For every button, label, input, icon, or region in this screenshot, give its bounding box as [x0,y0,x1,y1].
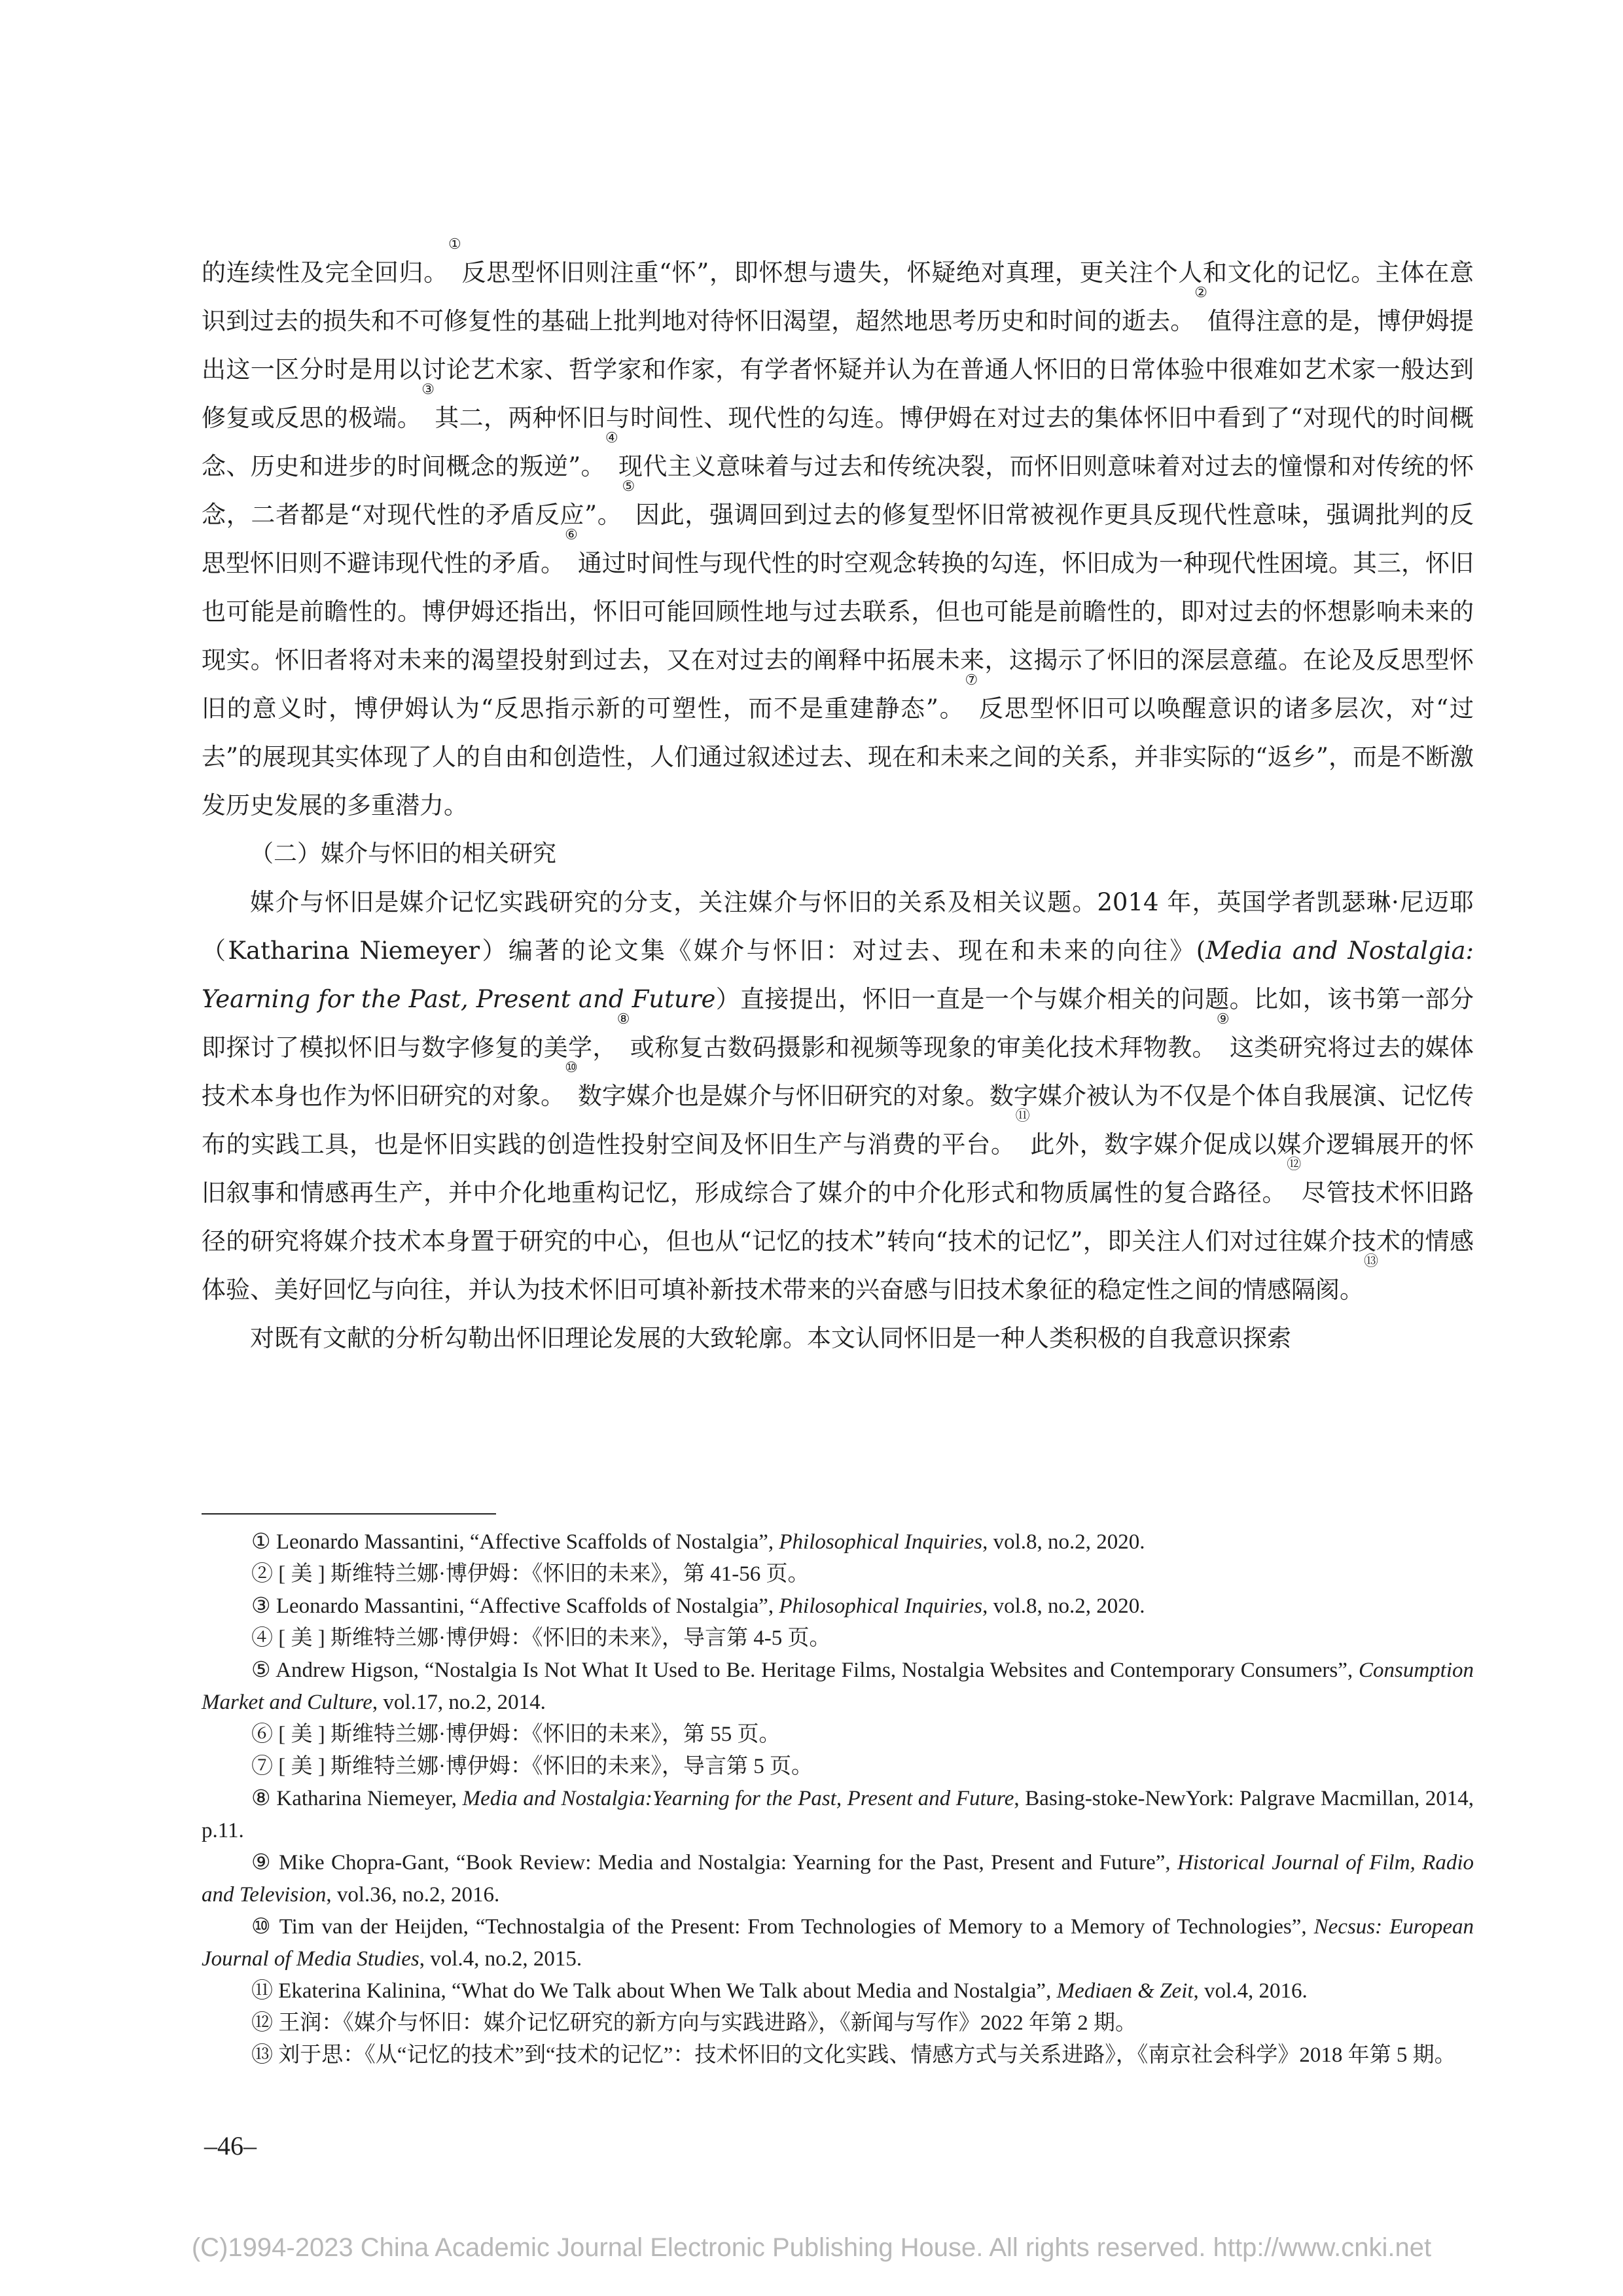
footnote-12: ⑫ 王润：《媒介与怀旧：媒介记忆研究的新方向与实践进路》，《新闻与写作》2022 年第 2 期。 [251,2011,1137,2035]
footnotes [202,1526,1474,2072]
footnote-6: ⑥ [ 美 ] 斯维特兰娜·博伊姆：《怀旧的未来》，第 55 页。 [251,1723,781,1746]
footnote-5: ⑤ Andrew Higson, “Nostalgia Is Not What It Used to Be. Heritage Films, Nostalgia Websites and Contemporary Consumers”, Consumption Market and Culture, vol.17, no.2, 2014. [202,1659,1474,1714]
footnote-8: ⑧ Katharina Niemeyer, Media and Nostalgia:Yearning for the Past, Present and Future, Basing-stoke-NewYork: Palgrave Macmillan, 2014, p.11. [202,1787,1474,1842]
paragraph-3: 对既有文献的分析勾勒出怀旧理论发展的大致轮廓。本文认同怀旧是一种人类积极的自我意识探索 [250,1324,1291,1352]
footnote-10: ⑩ Tim van der Heijden, “Technostalgia of the Present: From Technologies of Memory to a Memory of Technologies”, Necsus: European Journal of Media Studies, vol.4, no.2, 2015. [202,1915,1474,1971]
footnote-11: ⑪ Ekaterina Kalinina, “What do We Talk about When We Talk about Media and Nostalgia”, Mediaen & Zeit, vol.4, 2016. [251,1979,1308,2003]
footnote-2: ② [ 美 ] 斯维特兰娜·博伊姆：《怀旧的未来》，第 41-56 页。 [251,1562,810,1586]
italic-title: Philosophical Inquiries [779,1594,983,1618]
footnote-13: ⑬ 刘于思：《从“记忆的技术”到“技术的记忆”：技术怀旧的文化实践、情感方式与关系进路》，《南京社会科学》2018 年第 5 期。 [251,2043,1456,2067]
footnote-ref: ⑤ [622,478,635,495]
footnote-ref: ⑪ [1015,1108,1031,1124]
italic-title: Philosophical Inquiries [779,1530,983,1554]
footnote-ref: ⑩ [565,1060,578,1076]
footnote-1: ① Leonardo Massantini, “Affective Scaffolds of Nostalgia”, Philosophical Inquiries, vol.8, no.2, 2020. [251,1530,1145,1554]
footnote-ref: ⑧ [616,1011,630,1028]
footnote-4: ④ [ 美 ] 斯维特兰娜·博伊姆：《怀旧的未来》，导言第 4-5 页。 [251,1626,831,1650]
footnote-separator [202,1513,496,1515]
main-text [202,236,1474,1363]
footnote-ref: ⑬ [1364,1253,1379,1270]
footnote-9: ⑨ Mike Chopra-Gant, “Book Review: Media and Nostalgia: Yearning for the Past, Present and Future”, Historical Journal of Film, Radio and Television, vol.36, no.2, 2016. [202,1851,1474,1907]
italic-title: Necsus: European Journal of Media Studies [202,1915,1474,1971]
italic-title: Media and Nostalgia:Yearning for the Past, Present and Future [462,1787,1014,1810]
footnote-ref: ⑫ [1287,1157,1302,1173]
page-number: –46– [204,2131,257,2161]
footnote-ref: ⑦ [965,672,979,689]
paragraph-1: 的连续性及完全回归。①反思型怀旧则注重“怀”，即怀想与遗失，怀疑绝对真理，更关注个人和文化的记忆。主体在意识到过去的损失和不可修复性的基础上批判地对待怀旧渴望，超然地思考历史和时间的逝去。②值得注意的是，博伊姆提出这一区分时是用以讨论艺术家、哲学家和作家，有学者怀疑并认为在普通人怀旧的日常体验中很难如艺术家一般达到修复或反思的极端。③其二，两种怀旧与时间性、现代性的勾连。博伊姆在对过去的集体怀旧中看到了“对现代的时间概念、历史和进步的时间概念的叛逆”。④现代主义意味着与过去和传统决裂，而怀旧则意味着对过去的憧憬和对传统的怀念，二者都是“对现代性的矛盾反应”。⑤因此，强调回到过去的修复型怀旧常被视作更具反现代性意味，强调批判的反思型怀旧则不避讳现代性的矛盾。⑥通过时间性与现代性的时空观念转换的勾连，怀旧成为一种现代性困境。其三，怀旧也可能是前瞻性的。博伊姆还指出，怀旧可能回顾性地与过去联系，但也可能是前瞻性的，即对过去的怀想影响未来的现实。怀旧者将对未来的渴望投射到过去，又在对过去的阐释中拓展未来，这揭示了怀旧的深层意蕴。在论及反思型怀旧的意义时，博伊姆认为“反思指示新的可塑性，而不是重建静态”。⑦反思型怀旧可以唤醒意识的诸多层次，对“过去”的展现其实体现了人的自由和创造性，人们通过叙述过去、现在和未来之间的关系，并非实际的“返乡”，而是不断激发历史发展的多重潜力。 [202,236,1474,819]
footnote-3: ③ Leonardo Massantini, “Affective Scaffolds of Nostalgia”, Philosophical Inquiries, vol.8, no.2, 2020. [251,1594,1145,1618]
copyright-watermark: (C)1994-2023 China Academic Journal Electronic Publishing House. All rights reserved. http://www.cnki.net [191,2233,1432,2262]
section-heading: （二）媒介与怀旧的相关研究 [250,840,557,867]
italic-title: Media and Nostalgia: Yearning for the Past, Present and Future [202,937,1474,1013]
footnote-ref: ④ [605,430,618,446]
paragraph-2: 媒介与怀旧是媒介记忆实践研究的分支，关注媒介与怀旧的关系及相关议题。2014 年，英国学者凯瑟琳·尼迈耶（Katharina Niemeyer）编著的论文集《媒介与怀旧：对过去、现在和未来的向往》(Media and Nostalgia: Yearning for the Past, Present and Future）直接提出，怀旧一直是一个与媒介相关的问题。比如，该书第一部分即探讨了模拟怀旧与数字修复的美学，⑧或称复古数码摄影和视频等现象的审美化技术拜物教。⑨这类研究将过去的媒体技术本身也作为怀旧研究的对象。⑩数字媒介也是媒介与怀旧研究的对象。数字媒介被认为不仅是个体自我展演、记忆传布的实践工具，也是怀旧实践的创造性投射空间及怀旧生产与消费的平台。⑪此外，数字媒介促成以媒介逻辑展开的怀旧叙事和情感再生产，并中介化地重构记忆，形成综合了媒介的中介化形式和物质属性的复合路径。⑫尽管技术怀旧路径的研究将媒介技术本身置于研究的中心，但也从“记忆的技术”转向“技术的记忆”，即关注人们对过往媒介技术的情感体验、美好回忆与向往，并认为技术怀旧可填补新技术带来的兴奋感与旧技术象征的稳定性之间的情感隔阂。⑬ [202,888,1474,1304]
italic-title: Historical Journal of Film, Radio and Television [202,1851,1474,1907]
italic-title: Mediaen & Zeit [1056,1979,1194,2003]
footnote-ref: ⑨ [1216,1011,1230,1028]
footnote-ref: ⑥ [565,527,578,543]
footnote-7: ⑦ [ 美 ] 斯维特兰娜·博伊姆：《怀旧的未来》，导言第 5 页。 [251,1755,813,1778]
italic-title: Consumption Market and Culture [202,1659,1474,1714]
footnote-ref: ② [1194,285,1207,301]
footnote-ref: ① [448,236,462,253]
footnote-ref: ③ [421,382,435,398]
